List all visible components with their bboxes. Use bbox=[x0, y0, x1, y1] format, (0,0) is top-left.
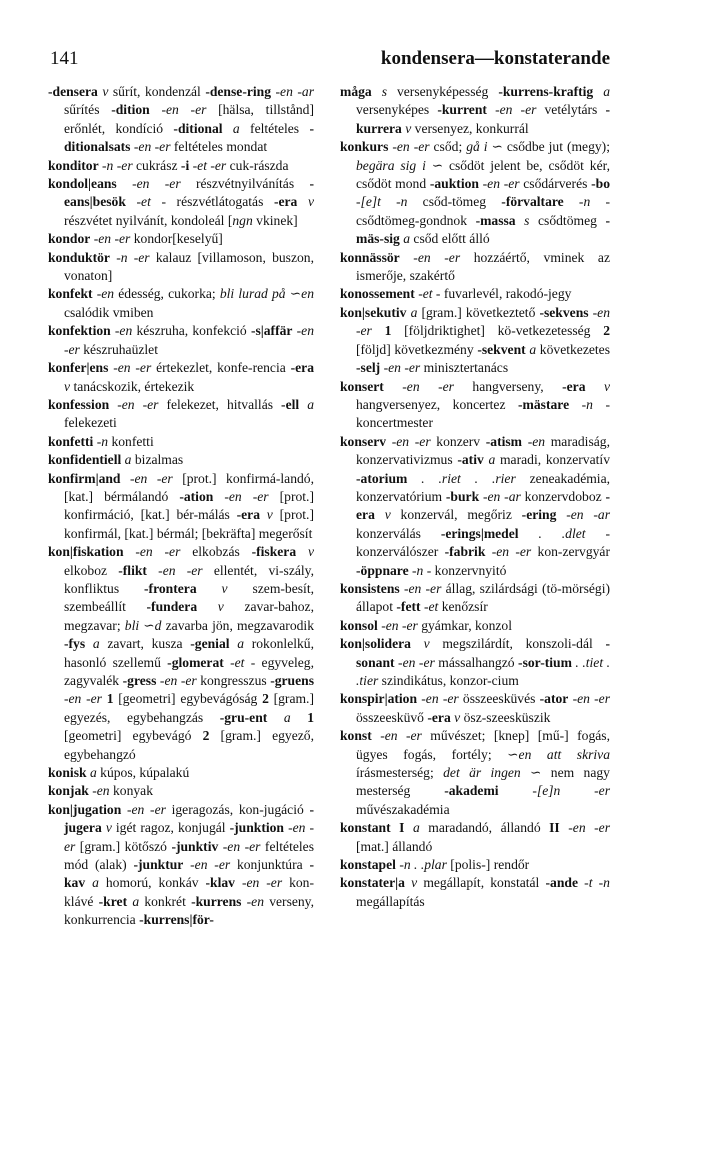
dictionary-entry: kon|sekutiv a [gram.] következtető -sekvens -en -er 1 [följdriktighet] kö-vetkezetesség 2 [följd] következmény -sekvent a következetes -selj -en -er minisztertanács bbox=[340, 304, 610, 376]
dictionary-entry: konstant I a maradandó, állandó II -en -er [mat.] állandó bbox=[340, 820, 610, 854]
dictionary-entry: konstapel -n . .plar [polis-] rendőr bbox=[340, 857, 530, 873]
dictionary-entry: konst -en -er művészet; [knep] [mű-] fogás, ügyes fogás, fortély; ∽en att skriva írásmesterség; det är ingen ∽ nem nagy mesterség -akademi -[e]n -er művészakadémia bbox=[340, 728, 611, 817]
dictionary-entry: konduktör -n -er kalauz [villamoson, buszon, vonaton] bbox=[48, 249, 315, 284]
dictionary-entry: kon|jugation -en -er igeragozás, kon-jugáció -jugera v igét ragoz, konjugál -junktion -en -er [gram.] kötőszó -junktiv -en -er feltételes mód (alak) -junktur -en -er konjunktúra -kav a homorú, konkáv -klav -en -er kon-klávé -kret a konkrét -kurrens -en verseny, konkurrencia -kurrens|för- bbox=[48, 801, 315, 928]
dictionary-entry: kon|fiskation -en -er elkobzás -fiskera v elkoboz -flikt -en -er ellentét, vi-szály, konfliktus -frontera v szem-besít, szembeállít -fundera v zavar-bahoz, megzavar; bli ∽d zavarba jön, megzavarodik -fys a zavart, kusza -genial a rokonlelkű, hasonló szellemű -glomerat -et - egyveleg, zagyvalék -gress -en -er kongresszus -gruens -en -er 1 [geometri] egybevágóság 2 [gram.] egyezés, egybehangzás -gru-ent a 1 [geometri] egybevágó 2 [gram.] egyező, egybehangzó bbox=[48, 544, 315, 762]
dictionary-entry: konsol -en -er gyámkar, konzol bbox=[340, 617, 513, 633]
dictionary-entry: kondor -en -er kondor[keselyű] bbox=[48, 231, 223, 247]
dictionary-entry: konfirm|and -en -er [prot.] konfirmá-landó, [kat.] bérmálandó -ation -en -er [prot.] konfirmáció, [kat.] bér-málás -era v [prot.] konfirmál, [kat.] bérmál; [bekräfta] megerősít bbox=[48, 470, 314, 541]
dictionary-entry: kondol|eans -en -er részvétnyilvánítás -eans|besök -et - részvétlátogatás -era v részvétet nyilvánít, kondoleál [ngn vkinek] bbox=[48, 176, 314, 228]
dictionary-entry: konditor -n -er cukrász -i -et -er cuk-rászda bbox=[48, 157, 289, 173]
dictionary-entry: konjak -en konyak bbox=[48, 783, 153, 799]
running-head: kondensera—konstaterande bbox=[380, 48, 610, 69]
dictionary-entry: måga s versenyképesség -kurrens-kraftig a versenyképes -kurrent -en -er vetélytárs -kurrera v versenyez, konkurrál bbox=[340, 84, 610, 136]
dictionary-entry: konkurs -en -er csőd; gå i ∽ csődbe jut (megy); begära sig i ∽ csődöt jelent be, csődöt kér, csődöt mond -auktion -en -er csődárverés -bo -[e]t -n csőd-tömeg -förvaltare -n - csődtömeg-gondnok -massa s csődtömeg -mäs-sig a csőd előtt álló bbox=[340, 139, 610, 247]
dictionary-entry: konfekt -en édesség, cukorka; bli lurad på ∽en csalódik vmiben bbox=[48, 286, 314, 320]
dictionary-entry: konisk a kúpos, kúpalakú bbox=[48, 765, 190, 781]
page-number: 141 bbox=[50, 48, 79, 69]
dictionary-entry: konfidentiell a bizalmas bbox=[48, 452, 184, 468]
dictionary-entry: konfetti -n konfetti bbox=[48, 433, 154, 449]
dictionary-entry: konsert -en -er hangverseny, -era v hangversenyez, koncertez -mästare -n - koncertmester bbox=[340, 378, 611, 431]
dictionary-entry: konfektion -en készruha, konfekció -s|affär -en -er készruhaüzlet bbox=[48, 323, 314, 357]
dictionary-entry: konserv -en -er konzerv -atism -en maradiság, konzervativizmus -ativ a maradi, konzervatív -atorium . .riet . .rier zeneakadémia, konzervatórium -burk -en -ar konzervdoboz -era v konzervál, megőriz -ering -en -ar konzerválás -erings|medel . .dlet - konzerválószer -fabrik -en -er kon-zervgyár -öppnare -n - konzervnyitó bbox=[340, 433, 611, 578]
dictionary-entry: konfession -en -er felekezet, hitvallás -ell a felekezeti bbox=[48, 396, 314, 431]
dictionary-entry: konossement -et - fuvarlevél, rakodó-jegy bbox=[340, 286, 572, 302]
dictionary-entry: kon|solidera v megszilárdít, konszoli-dál -sonant -en -er mássalhangzó -sor-tium . .tiet . .tier szindikátus, konzor-cium bbox=[340, 636, 610, 688]
dictionary-entry: konsistens -en -er állag, szilárdsági (tö-mörségi) állapot -fett -et kenőzsír bbox=[340, 580, 611, 615]
dictionary-entry: -densera v sűrít, kondenzál -dense-ring -en -ar sűrítés -dition -en -er [hälsa, tillstånd] erőnlét, kondíció -ditional a feltételes -ditionalsats -en -er feltételes mondat bbox=[48, 84, 315, 155]
left-column bbox=[48, 83, 314, 930]
dictionary-entry: konspir|ation -en -er összeesküvés -ator -en -er összeesküvő -era v ösz-szeesküszik bbox=[340, 691, 610, 725]
dictionary-entry: konfer|ens -en -er értekezlet, konfe-rencia -era v tanácskozik, értekezik bbox=[48, 360, 314, 394]
dictionary-entry: konnässör -en -er hozzáértő, vminek az ismerője, szakértő bbox=[340, 249, 610, 284]
page-header bbox=[50, 48, 610, 76]
dictionary-entry: konstater|a v megállapít, konstatál -ande -t -n megállapítás bbox=[340, 875, 610, 909]
right-column bbox=[340, 83, 610, 911]
